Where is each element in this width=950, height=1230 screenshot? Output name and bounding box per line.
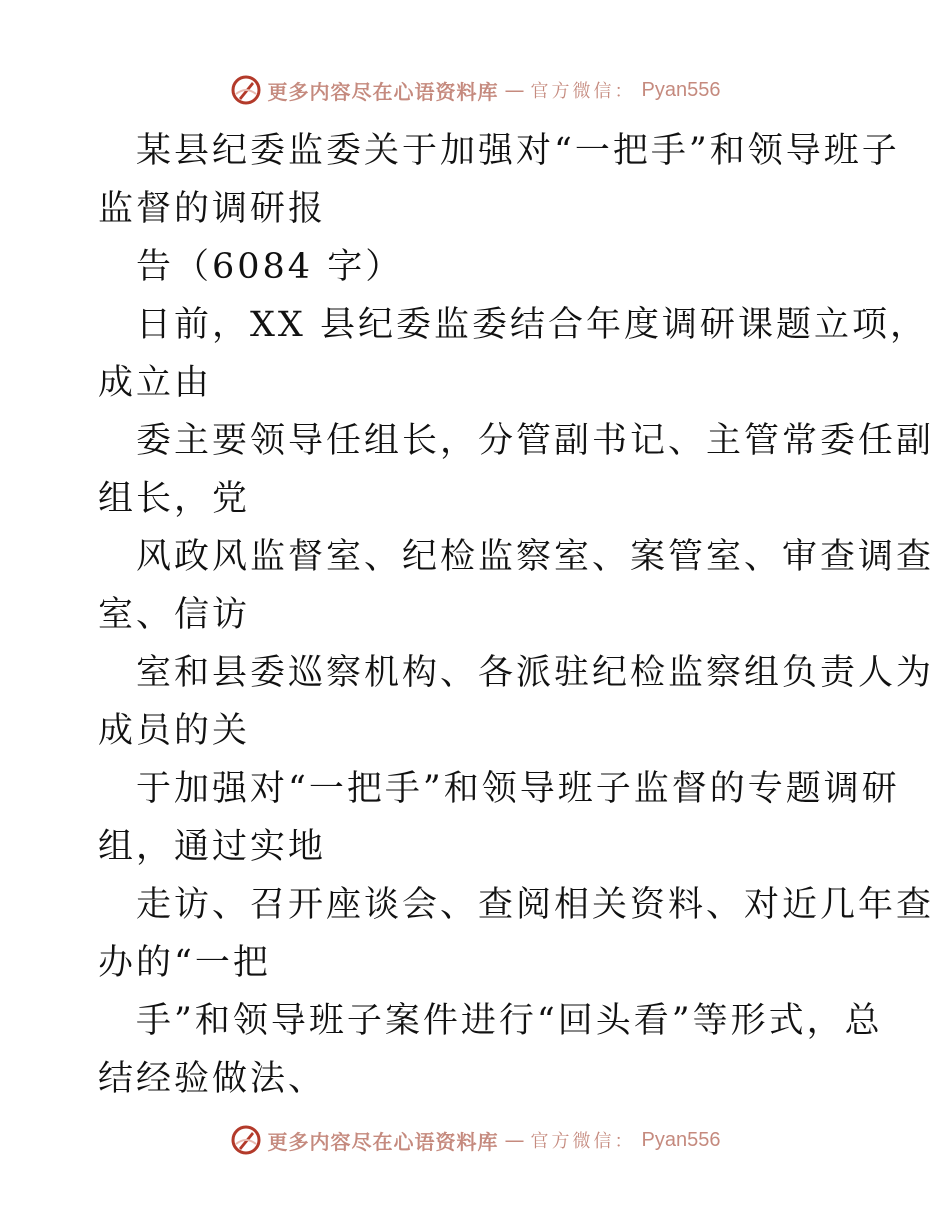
paragraph-line: 室、信访	[98, 595, 251, 635]
paragraph-line: 成立由	[98, 363, 213, 403]
paragraph-line: 手”和领导班子案件进行“回头看”等形式，总	[136, 1001, 883, 1041]
footer-watermark	[0, 1120, 950, 1160]
paragraph-line: 委主要领导任组长，分管副书记、主管常委任副	[136, 421, 935, 461]
watermark-label: 官方微信：	[530, 1131, 636, 1152]
quill-circle-logo-icon	[230, 1124, 262, 1156]
paragraph-line: 走访、召开座谈会、查阅相关资料、对近几年查	[136, 885, 935, 925]
watermark-dash: —	[504, 78, 525, 102]
paragraph-line: 日前，XX 县纪委监委结合年度调研课题立项，	[136, 305, 928, 345]
paragraph-line: 于加强对“一把手”和领导班子监督的专题调研	[136, 769, 900, 809]
document-title-line: 告（6084 字）	[136, 247, 404, 287]
watermark-group	[230, 1124, 721, 1156]
document-title-line: 监督的调研报	[98, 189, 327, 229]
paragraph-line: 办的“一把	[98, 943, 271, 983]
paragraph-line: 成员的关	[98, 711, 251, 751]
watermark-text: 更多内容尽在心语资料库	[267, 1129, 499, 1154]
paragraph-line: 组，通过实地	[98, 827, 327, 867]
watermark-group	[230, 74, 721, 106]
watermark-dash: —	[504, 1128, 525, 1152]
paragraph-line: 室和县委巡察机构、各派驻纪检监察组负责人为	[136, 653, 935, 693]
paragraph-line: 结经验做法、	[98, 1059, 327, 1099]
quill-circle-logo-icon	[230, 74, 262, 106]
document-body	[98, 122, 935, 1108]
document-title-line: 某县纪委监委关于加强对“一把手”和领导班子	[136, 131, 900, 171]
paragraph-line: 组长，党	[98, 479, 251, 519]
watermark-text: 更多内容尽在心语资料库	[267, 79, 499, 104]
paragraph-line: 风政风监督室、纪检监察室、案管室、审查调查	[136, 537, 935, 577]
header-watermark	[0, 70, 950, 110]
watermark-wechat-id: Pyan556	[641, 78, 721, 101]
watermark-label: 官方微信：	[530, 81, 636, 102]
watermark-wechat-id: Pyan556	[641, 1128, 721, 1151]
